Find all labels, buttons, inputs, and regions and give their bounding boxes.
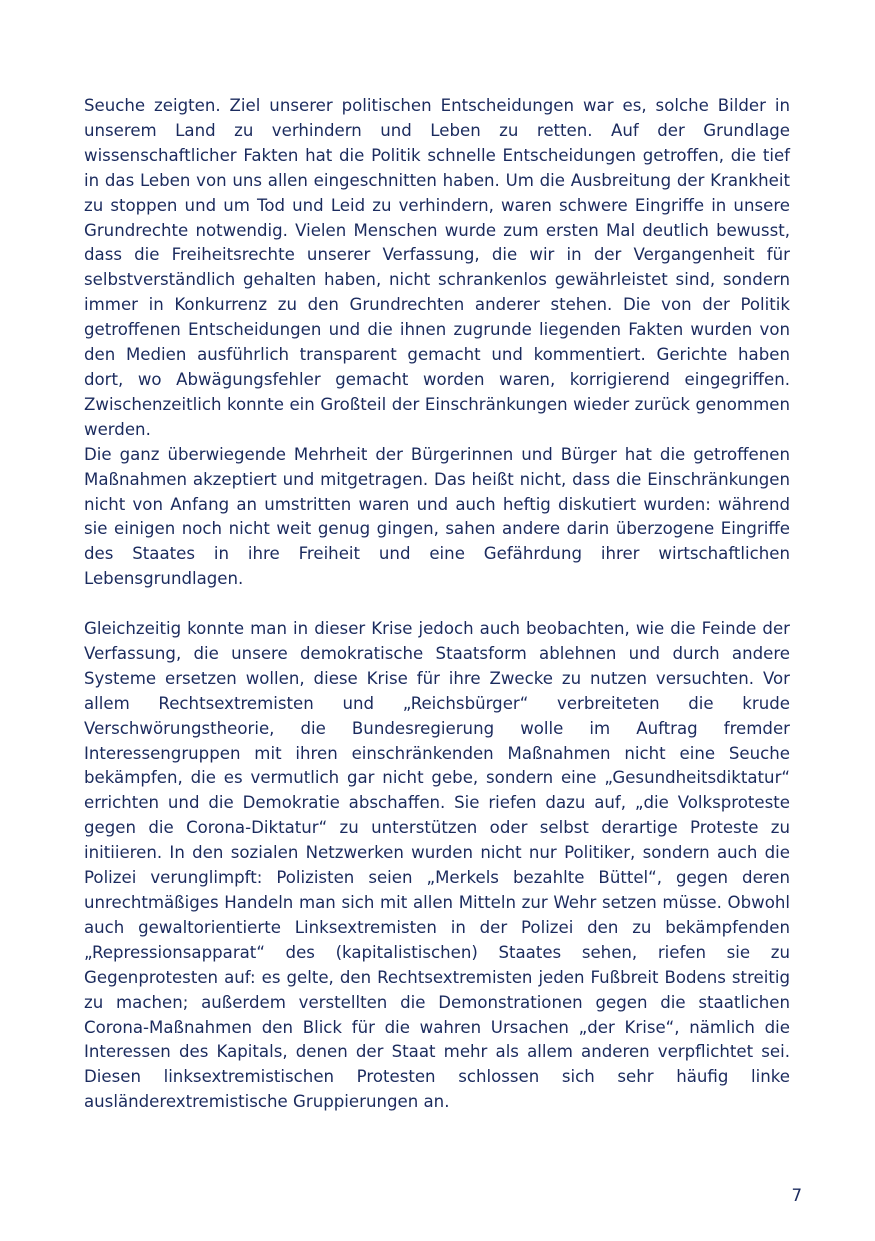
page-number: 7 [791,1186,802,1205]
paragraph-2: Die ganz überwiegende Mehrheit der Bürgerinnen und Bürger hat die getroffenen Maßnahmen akzeptiert und mitgetragen. Das heißt nicht, dass die Einschränkungen nicht von Anfang an umstritten waren und auch heftig diskutiert wurden: während sie einigen noch nicht weit genug gingen, sahen andere darin überzogene Eingriffe des Staates in ihre Freiheit und eine Gefährdung ihrer wirtschaftlichen Lebensgrundlagen. [84,444,790,589]
body-text [84,94,790,1115]
paragraph-1: Seuche zeigten. Ziel unserer politischen Entscheidungen war es, solche Bilder in unserem Land zu verhindern und Leben zu retten. Auf der Grundlage wissenschaftlicher Fakten hat die Politik schnelle Entscheidungen getroffen, die tief in das Leben von uns allen eingeschnitten haben. Um die Ausbreitung der Krankheit zu stoppen und um Tod und Leid zu verhindern, waren schwere Eingriffe in unsere Grundrechte notwendig. Vielen Menschen wurde zum ersten Mal deutlich bewusst, dass die Freiheitsrechte unserer Verfassung, die wir in der Vergangenheit für selbstverständlich gehalten haben, nicht schrankenlos gewährleistet sind, sondern immer in Konkurrenz zu den Grundrechten anderer stehen. Die von der Politik getroffenen Entscheidungen und die ihnen zugrunde liegenden Fakten wurden von den Medien ausführlich transparent gemacht und kommentiert. Gerichte haben dort, wo Abwägungsfehler gemacht worden waren, korrigierend eingegriffen. Zwischenzeitlich konnte ein Großteil der Einschränkungen wieder zurück genommen werden. [84,96,790,439]
paragraph-3: Gleichzeitig konnte man in dieser Krise jedoch auch beobachten, wie die Feinde der Verfassung, die unsere demokratische Staatsform ablehnen und durch andere Systeme ersetzen wollen, diese Krise für ihre Zwecke zu nutzen versuchten. Vor allem Rechtsextremisten und „Reichsbürger“ verbreiteten die krude Verschwörungstheorie, die Bundesregierung wolle im Auftrag fremder Interessengruppen mit ihren einschränkenden Maßnahmen nicht eine Seuche bekämpfen, die es vermutlich gar nicht gebe, sondern eine „Gesundheitsdiktatur“ errichten und die Demokratie abschaffen. Sie riefen dazu auf, „die Volksproteste gegen die Corona-Diktatur“ zu unterstützen oder selbst derartige Proteste zu initiieren. In den sozialen Netzwerken wurden nicht nur Politiker, sondern auch die Polizei verunglimpft: Polizisten seien „Merkels bezahlte Büttel“, gegen deren unrechtmäßiges Handeln man sich mit allen Mitteln zur Wehr setzen müsse. Obwohl auch gewaltorientierte Linksextremisten in der Polizei den zu bekämpfenden „Repressionsapparat“ des (kapitalistischen) Staates sehen, riefen sie zu Gegenprotesten auf: es gelte, den Rechtsextremisten jeden Fußbreit Bodens streitig zu machen; außerdem verstellten die Demonstrationen gegen die staatlichen Corona-Maßnahmen den Blick für die wahren Ursachen „der Krise“, nämlich die Interessen des Kapitals, denen der Staat mehr als allem anderen verpflichtet sei. Diesen linksextremistischen Protesten schlossen sich sehr häufig linke ausländerextremistische Gruppierungen an. [84,619,790,1112]
